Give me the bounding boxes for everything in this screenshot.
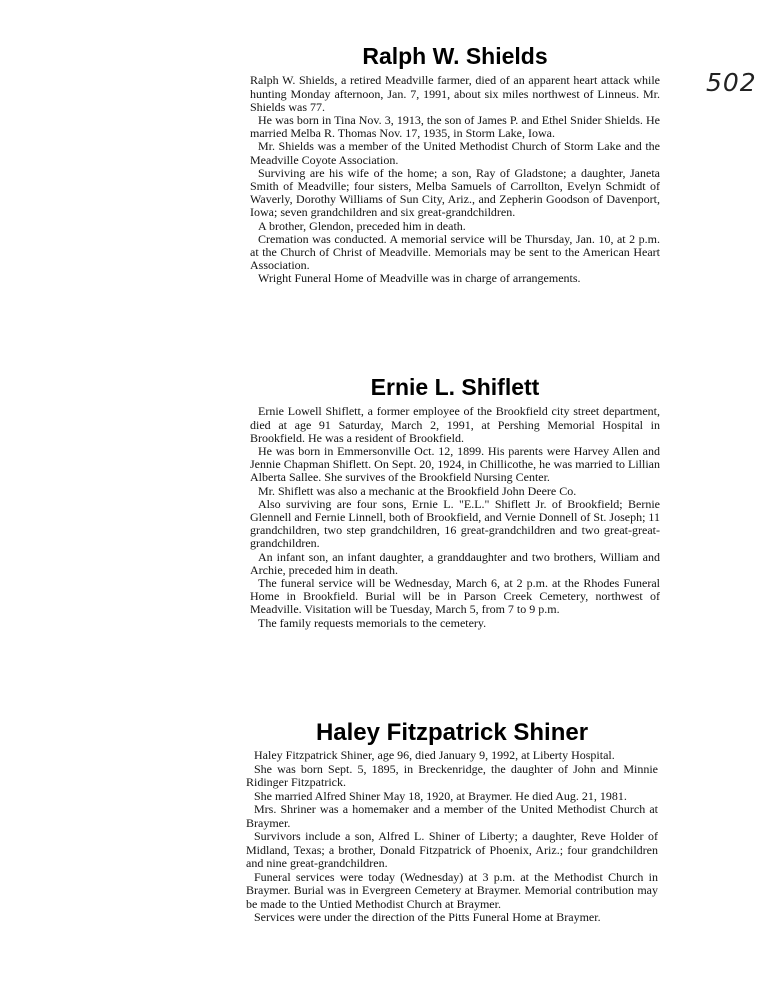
- obituary-body: [246, 749, 658, 925]
- obituary-ernie-shiflett: [250, 375, 660, 630]
- obituary-paragraph: Mr. Shiflett was also a mechanic at the Brookfield John Deere Co.: [258, 483, 577, 498]
- obituary-paragraph: She was born Sept. 5, 1895, in Breckenridge, the daughter of John and Minnie Ridinger Fitzpatrick.: [246, 761, 658, 790]
- obituary-title: Ernie L. Shiflett: [370, 374, 540, 400]
- obituary-paragraph: Wright Funeral Home of Meadville was in charge of arrangements.: [258, 271, 581, 286]
- obituary-paragraph: Cremation was conducted. A memorial service will be Thursday, Jan. 10, at 2 p.m. at the Church of Christ of Meadville. Memorials may be sent to the American Heart Association.: [250, 231, 660, 273]
- obituary-paragraph: Services were under the direction of the Pitts Funeral Home at Braymer.: [254, 910, 601, 925]
- obituary-paragraph: Surviving are his wife of the home; a son, Ray of Gladstone; a daughter, Janeta Smith of Meadville; four sisters, Melba Samuels of Carrollton, Evelyn Schmidt of Waverly, Dorothy Williams of Sun City, Ariz., and Zepherin Goodson of Davenport, Iowa; seven grandchildren and six great-grandchildren.: [250, 165, 660, 220]
- obituary-paragraph: The family requests memorials to the cemetery.: [258, 615, 487, 630]
- obituary-paragraph: Funeral services were today (Wednesday) at 3 p.m. at the Methodist Church in Braymer. Burial was in Evergreen Cemetery at Braymer. Memorial contribution may be made to the Untied Methodist Church at Braymer.: [246, 869, 658, 911]
- obituary-paragraph: A brother, Glendon, preceded him in death.: [258, 218, 466, 233]
- obituary-ralph-shields: [250, 44, 660, 286]
- obituary-title: Haley Fitzpatrick Shiner: [315, 719, 589, 746]
- obituary-paragraph: He was born in Tina Nov. 3, 1913, the son of James P. and Ethel Snider Shields. He married Melba R. Thomas Nov. 17, 1935, in Storm Lake, Iowa.: [250, 112, 660, 141]
- obituary-paragraph: An infant son, an infant daughter, a granddaughter and two brothers, William and Archie, preceded him in death.: [250, 549, 660, 577]
- obituary-paragraph: Also surviving are four sons, Ernie L. "E.L." Shiflett Jr. of Brookfield; Bernie Glennell and Fernie Linnell, both of Brookfield, and Vernie Donnell of St. Joseph; 11 grandchildren, two step grandchildren, 16 great-grandchildren and two great-great-grandchildren.: [250, 496, 660, 551]
- obituary-paragraph: Mr. Shields was a member of the United Methodist Church of Storm Lake and the Meadville Coyote Association.: [250, 139, 660, 167]
- obituary-body: [250, 74, 660, 285]
- obituary-paragraph: Ralph W. Shields, a retired Meadville farmer, died of an apparent heart attack while hunting Monday afternoon, Jan. 7, 1991, about six miles northwest of Linneus. Mr. Shields was 77.: [250, 73, 660, 114]
- page-number: 502: [706, 68, 757, 97]
- obituary-paragraph: Survivors include a son, Alfred L. Shiner of Liberty; a daughter, Reve Holder of Midland, Texas; a brother, Donald Fitzpatrick of Phoenix, Ariz.; four grandchildren and nine great-grandchildren.: [246, 829, 658, 871]
- obituary-paragraph: Mrs. Shriner was a homemaker and a member of the United Methodist Church at Braymer.: [246, 802, 658, 830]
- obituary-paragraph: She married Alfred Shiner May 18, 1920, at Braymer. He died Aug. 21, 1981.: [254, 788, 627, 803]
- obituary-paragraph: Haley Fitzpatrick Shiner, age 96, died January 9, 1992, at Liberty Hospital.: [254, 748, 615, 763]
- obituary-paragraph: He was born in Emmersonville Oct. 12, 1899. His parents were Harvey Allen and Jennie Chapman Shiflett. On Sept. 20, 1924, in Chillicothe, he was married to Lillian Alberta Sallee. She survives of the Brookfield Nursing Center.: [250, 443, 660, 485]
- obituary-paragraph: The funeral service will be Wednesday, March 6, at 2 p.m. at the Rhodes Funeral Home in Brookfield. Burial will be in Parson Creek Cemetery, northwest of Meadville. Visitation will be Tuesday, March 5, from 7 to 9 p.m.: [250, 575, 660, 617]
- obituary-body: [250, 405, 660, 629]
- obituary-title: Ralph W. Shields: [362, 43, 548, 69]
- obituary-paragraph: Ernie Lowell Shiflett, a former employee of the Brookfield city street department, died at age 91 Saturday, March 2, 1991, at Pershing Memorial Hospital in Brookfield. He was a resident of Brookfield.: [250, 404, 660, 445]
- obituary-haley-shiner: [246, 720, 658, 925]
